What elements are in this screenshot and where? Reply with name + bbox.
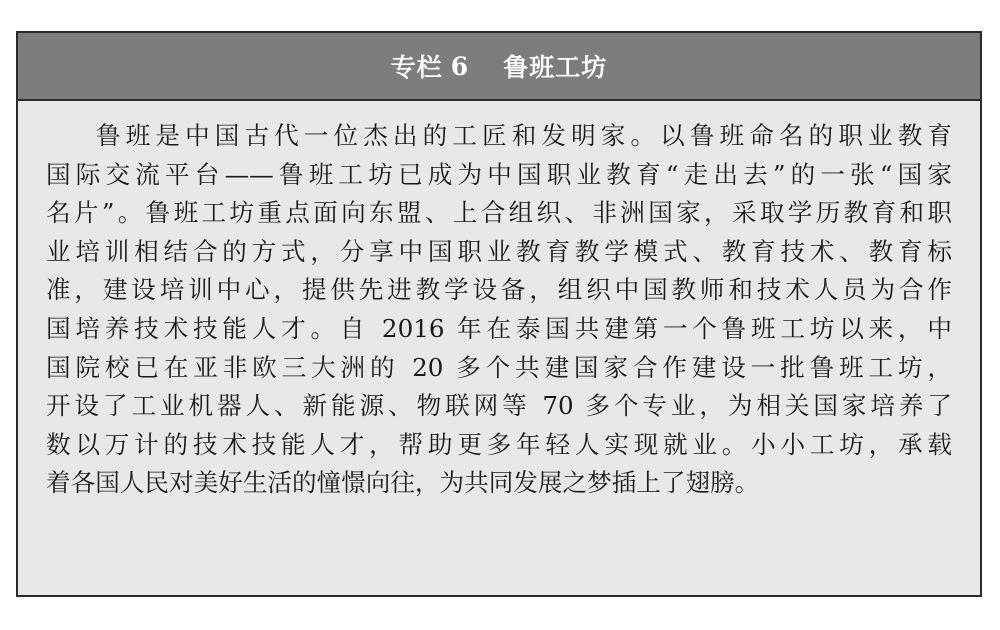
body-line: 国际交流平台——鲁班工坊已成为中国职业教育“走出去”的一张“国家 bbox=[46, 159, 952, 189]
column-number: 6 bbox=[450, 51, 470, 81]
body-line: 着各国人民对美好生活的憧憬向往，为共同发展之梦插上了翅膀。 bbox=[46, 468, 760, 498]
body-line: 国培养技术技能人才。自 2016 年在泰国共建第一个鲁班工坊以来，中 bbox=[46, 313, 952, 343]
body-line: 准，建设培训中心，提供先进教学设备，组织中国教师和技术人员为合作 bbox=[46, 275, 952, 305]
column-body bbox=[18, 101, 980, 503]
body-line: 名片”。鲁班工坊重点面向东盟、上合组织、非洲国家，采取学历教育和职 bbox=[46, 198, 952, 228]
column-title-bar bbox=[18, 33, 980, 101]
body-line: 业培训相结合的方式，分享中国职业教育教学模式、教育技术、教育标 bbox=[46, 236, 952, 266]
body-line: 鲁班是中国古代一位杰出的工匠和发明家。以鲁班命名的职业教育 bbox=[96, 121, 952, 150]
column-box bbox=[16, 31, 982, 597]
body-line: 开设了工业机器人、新能源、物联网等 70 多个专业，为相关国家培养了 bbox=[46, 391, 952, 421]
column-label: 专栏 bbox=[390, 53, 443, 82]
body-line: 数以万计的技术技能人才，帮助更多年轻人实现就业。小小工坊，承载 bbox=[46, 429, 952, 459]
column-title: 鲁班工坊 bbox=[503, 53, 608, 82]
body-line: 国院校已在亚非欧三大洲的 20 多个共建国家合作建设一批鲁班工坊， bbox=[46, 352, 952, 382]
